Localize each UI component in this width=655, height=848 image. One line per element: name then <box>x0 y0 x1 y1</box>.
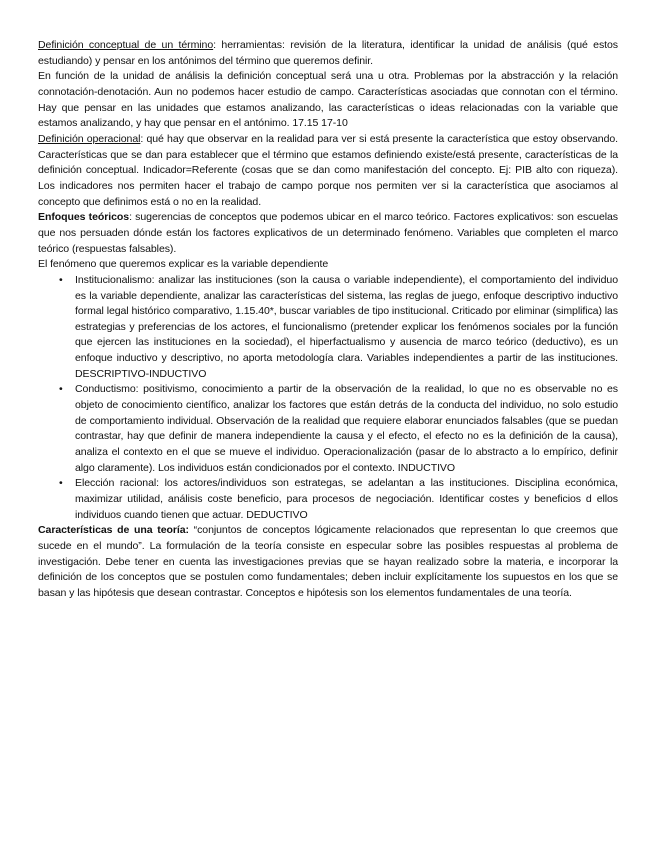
list-item-rational-choice <box>38 476 618 523</box>
list-item-text: Conductismo: positivismo, conocimiento a partir de la observación de la realidad, lo que no es observable no es objeto de conocimiento científico, analizar los factores que están detrás de la conducta del individuo, no solo estudio de comportamiento individual. Observación de la realidad que requiere elaborar enunciados falsables (que se puedan contrastar, hay que definir de manera independiente la causa y el efecto, el efecto no es la definición de la causa), analiza el contexto en el que se mueve el individuo. Operacionalización (pasar de lo abstracto a lo empírico, definir algo claramente). Los individuos están condicionados por el contexto. INDUCTIVO <box>75 383 618 474</box>
bullet-icon: • <box>59 273 63 286</box>
bullet-icon: • <box>59 383 63 396</box>
paragraph-text: : herramientas: revisión de la literatura, identificar la unidad de análisis (qué estos estudiando) y pensar en los antónimos del término que queremos definir. <box>38 39 618 67</box>
paragraph-text: : qué hay que observar en la realidad para ver si está presente la característica que estoy observando. Características que se dan para establecer que el término que estamos definiendo existe/está presente, características de la definición conceptual. Indicador=Referente (cosas que se dan como manifestación del concepto. Ej: PIB alto con riqueza). Los indicadores nos permiten hacer el trabajo de campo porque nos permiten ver si la característica que asociamos al concepto que definimos está o no en la realidad. <box>38 132 619 208</box>
list-item-text: Elección racional: los actores/individuos son estrategas, se adelantan a las instituciones. Disciplina económica, maximizar utilidad, análisis coste beneficio, para procesos de negociación. Identificar costes y beneficios d ellos individuos cuando tienen que actuar. DEDUCTIVO <box>75 477 618 521</box>
paragraph-dependent-variable: El fenómeno que queremos explicar es la variable dependiente <box>38 258 329 271</box>
paragraph-unit-of-analysis: En función de la unidad de análisis la definición conceptual será una u otra. Problemas por la abstracción y la relación connotación-denotación. Aun no podemos hacer estudio de campo. Características asociadas que connotan con el término. Hay que pensar en las unidades que estamos analizando, las características o ideas relacionadas con la variable que estamos analizando, y hay que pensar en el antónimo. 17.15 17-10 <box>38 70 618 130</box>
paragraph-conceptual-definition <box>38 38 618 69</box>
term-conceptual-definition: Definición conceptual de un término <box>38 39 214 51</box>
paragraph-theory-characteristics <box>38 523 618 601</box>
list-item-institutionalism <box>38 273 618 383</box>
list-item-text: Institucionalismo: analizar las instituciones (son la causa o variable independiente), el comportamiento del individuo es la variable dependiente, analizar las características del sistema, las reglas de juego, enfoque descriptivo inductivo formal legal histórico comparativo, 1.15.40*, buscar variables de tipo institucional. Criticado por eliminar (simplifica) las estrategias y preferencias de los actores, el funcionalismo (pretender explicar los fenómenos sociales por la función que ejercen las instituciones en la sociedad), el hiperfactualismo y ausencia de marco teórico (deductivo), es un enfoque inductivo y descriptivo, no aporta metodología clara. Variables independientes a partir de las instituciones. DESCRIPTIVO-INDUCTIVO <box>75 273 618 380</box>
paragraph-text: “conjuntos de conceptos lógicamente relacionados que representan lo que creemos que sucede en el mundo”. La formulación de la teoría consiste en especular sobre las posibles respuestas al problema de investigación. Debe tener en cuenta las investigaciones previas que se hayan realizado sobre la materia, e incorporar la definición de los conceptos que se postulen como fundamentales; deben incluir explícitamente los supuestos en los que se basan y las hipótesis que desean contrastar. Conceptos e hipótesis son los elementos fundamentales de una teoría. <box>38 524 618 599</box>
document-page <box>38 38 618 602</box>
list-item-behaviorism <box>38 382 618 476</box>
bullet-icon: • <box>59 477 63 490</box>
paragraph-operational-definition <box>38 132 618 210</box>
term-operational-definition: Definición operacional <box>38 132 141 145</box>
term-theoretical-approaches: Enfoques teóricos <box>38 211 130 224</box>
term-theory-characteristics: Características de una teoría: <box>38 524 189 537</box>
paragraph-text: : sugerencias de conceptos que podemos ubicar en el marco teórico. Factores explicativos: son escuelas que nos persuaden dónde están los factores explicativos de un determinado fenómeno. Variables que completen el marco teórico (respuestas falsables). <box>38 211 618 255</box>
paragraph-theoretical-approaches <box>38 210 618 257</box>
approaches-list <box>38 273 618 524</box>
